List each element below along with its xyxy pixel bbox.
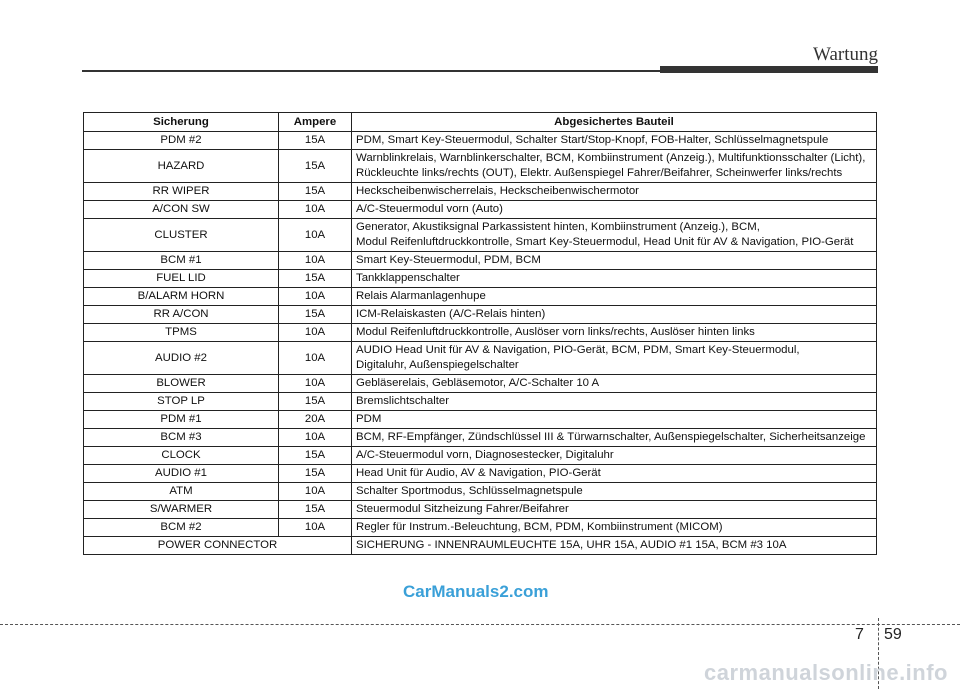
page-number: 59 <box>884 626 902 643</box>
ampere-cell: 10A <box>279 219 352 252</box>
ampere-cell: 10A <box>279 375 352 393</box>
fuse-name-cell: CLOCK <box>84 447 279 465</box>
component-cell: A/C-Steuermodul vorn (Auto) <box>352 201 877 219</box>
table-row <box>84 288 877 306</box>
table-header-row <box>84 113 877 132</box>
watermark-carmanuals2[interactable]: CarManuals2.com <box>403 582 549 601</box>
table-row <box>84 219 877 252</box>
component-cell: Schalter Sportmodus, Schlüsselmagnetspule <box>352 483 877 501</box>
fuse-name-cell: BCM #2 <box>84 519 279 537</box>
header-component: Abgesichertes Bauteil <box>352 113 877 132</box>
component-cell: Bremslichtschalter <box>352 393 877 411</box>
footer-rule <box>0 624 960 625</box>
fuse-name-cell: PDM #2 <box>84 132 279 150</box>
header-fuse: Sicherung <box>84 113 279 132</box>
table-row <box>84 393 877 411</box>
fuse-name-cell: CLUSTER <box>84 219 279 252</box>
component-cell: BCM, RF-Empfänger, Zündschlüssel III & Türwarnschalter, Außenspiegelschalter, Sicherheitsanzeige <box>352 429 877 447</box>
fuse-name-cell: A/CON SW <box>84 201 279 219</box>
table-row <box>84 537 877 555</box>
component-cell: PDM <box>352 411 877 429</box>
table-row <box>84 375 877 393</box>
ampere-cell: 15A <box>279 132 352 150</box>
fuse-name-cell: S/WARMER <box>84 501 279 519</box>
ampere-cell: 15A <box>279 270 352 288</box>
component-cell: PDM, Smart Key-Steuermodul, Schalter Start/Stop-Knopf, FOB-Halter, Schlüsselmagnetspule <box>352 132 877 150</box>
component-cell: Relais Alarmanlagenhupe <box>352 288 877 306</box>
table-row <box>84 150 877 183</box>
fuse-name-cell: POWER CONNECTOR <box>84 537 352 555</box>
table-row <box>84 519 877 537</box>
table-row <box>84 342 877 375</box>
component-cell: SICHERUNG - INNENRAUMLEUCHTE 15A, UHR 15A, AUDIO #1 15A, BCM #3 10A <box>352 537 877 555</box>
component-cell: Heckscheibenwischerrelais, Heckscheibenwischermotor <box>352 183 877 201</box>
header-ampere: Ampere <box>279 113 352 132</box>
ampere-cell: 15A <box>279 150 352 183</box>
ampere-cell: 10A <box>279 324 352 342</box>
ampere-cell: 15A <box>279 183 352 201</box>
table-row <box>84 306 877 324</box>
table-row <box>84 270 877 288</box>
ampere-cell: 10A <box>279 519 352 537</box>
component-cell: ICM-Relaiskasten (A/C-Relais hinten) <box>352 306 877 324</box>
ampere-cell: 15A <box>279 393 352 411</box>
ampere-cell: 15A <box>279 465 352 483</box>
fuse-name-cell: AUDIO #1 <box>84 465 279 483</box>
table-row <box>84 183 877 201</box>
table-row <box>84 324 877 342</box>
ampere-cell: 15A <box>279 447 352 465</box>
chapter-number: 7 <box>855 626 864 643</box>
fuse-name-cell: PDM #1 <box>84 411 279 429</box>
table-row <box>84 483 877 501</box>
component-cell: A/C-Steuermodul vorn, Diagnosestecker, Digitaluhr <box>352 447 877 465</box>
fuse-name-cell: HAZARD <box>84 150 279 183</box>
component-cell: Head Unit für Audio, AV & Navigation, PIO-Gerät <box>352 465 877 483</box>
fuse-name-cell: BCM #1 <box>84 252 279 270</box>
header-rule <box>82 70 660 72</box>
ampere-cell: 20A <box>279 411 352 429</box>
fuse-name-cell: RR A/CON <box>84 306 279 324</box>
component-cell: Steuermodul Sitzheizung Fahrer/Beifahrer <box>352 501 877 519</box>
table-row <box>84 429 877 447</box>
table-row <box>84 501 877 519</box>
table-body <box>84 132 877 555</box>
component-cell: Gebläserelais, Gebläsemotor, A/C-Schalter 10 A <box>352 375 877 393</box>
fuse-name-cell: AUDIO #2 <box>84 342 279 375</box>
fuse-name-cell: RR WIPER <box>84 183 279 201</box>
ampere-cell: 10A <box>279 201 352 219</box>
ampere-cell: 10A <box>279 288 352 306</box>
ampere-cell: 10A <box>279 252 352 270</box>
component-cell: Generator, Akustiksignal Parkassistent hinten, Kombiinstrument (Anzeig.), BCM, Modul Reifenluftdruckkontrolle, Smart Key-Steuermodul, Head Unit für AV & Navigation, PIO-Gerät <box>352 219 877 252</box>
component-cell: Tankklappenschalter <box>352 270 877 288</box>
section-title: Wartung <box>813 44 878 65</box>
table-row <box>84 201 877 219</box>
ampere-cell: 15A <box>279 306 352 324</box>
ampere-cell: 10A <box>279 429 352 447</box>
watermark-carmanualsonline[interactable]: carmanualsonline.info <box>704 660 948 685</box>
fuse-name-cell: FUEL LID <box>84 270 279 288</box>
component-cell: Regler für Instrum.-Beleuchtung, BCM, PDM, Kombiinstrument (MICOM) <box>352 519 877 537</box>
fuse-name-cell: TPMS <box>84 324 279 342</box>
ampere-cell: 10A <box>279 342 352 375</box>
table-row <box>84 465 877 483</box>
table-row <box>84 132 877 150</box>
ampere-cell: 10A <box>279 483 352 501</box>
header-bar <box>660 66 878 73</box>
component-cell: Modul Reifenluftdruckkontrolle, Auslöser vorn links/rechts, Auslöser hinten links <box>352 324 877 342</box>
fuse-table <box>83 112 877 555</box>
fuse-name-cell: BCM #3 <box>84 429 279 447</box>
fuse-name-cell: STOP LP <box>84 393 279 411</box>
fuse-name-cell: ATM <box>84 483 279 501</box>
component-cell: Smart Key-Steuermodul, PDM, BCM <box>352 252 877 270</box>
component-cell: Warnblinkrelais, Warnblinkerschalter, BCM, Kombiinstrument (Anzeig.), Multifunktionsschalter (Licht), Rückleuchte links/rechts (OUT), Elektr. Außenspiegel Fahrer/Beifahrer, Scheinwerfer links/rechts <box>352 150 877 183</box>
fuse-name-cell: BLOWER <box>84 375 279 393</box>
table-row <box>84 252 877 270</box>
fuse-name-cell: B/ALARM HORN <box>84 288 279 306</box>
component-cell: AUDIO Head Unit für AV & Navigation, PIO-Gerät, BCM, PDM, Smart Key-Steuermodul, Digitaluhr, Außenspiegelschalter <box>352 342 877 375</box>
table-row <box>84 411 877 429</box>
table-row <box>84 447 877 465</box>
ampere-cell: 15A <box>279 501 352 519</box>
